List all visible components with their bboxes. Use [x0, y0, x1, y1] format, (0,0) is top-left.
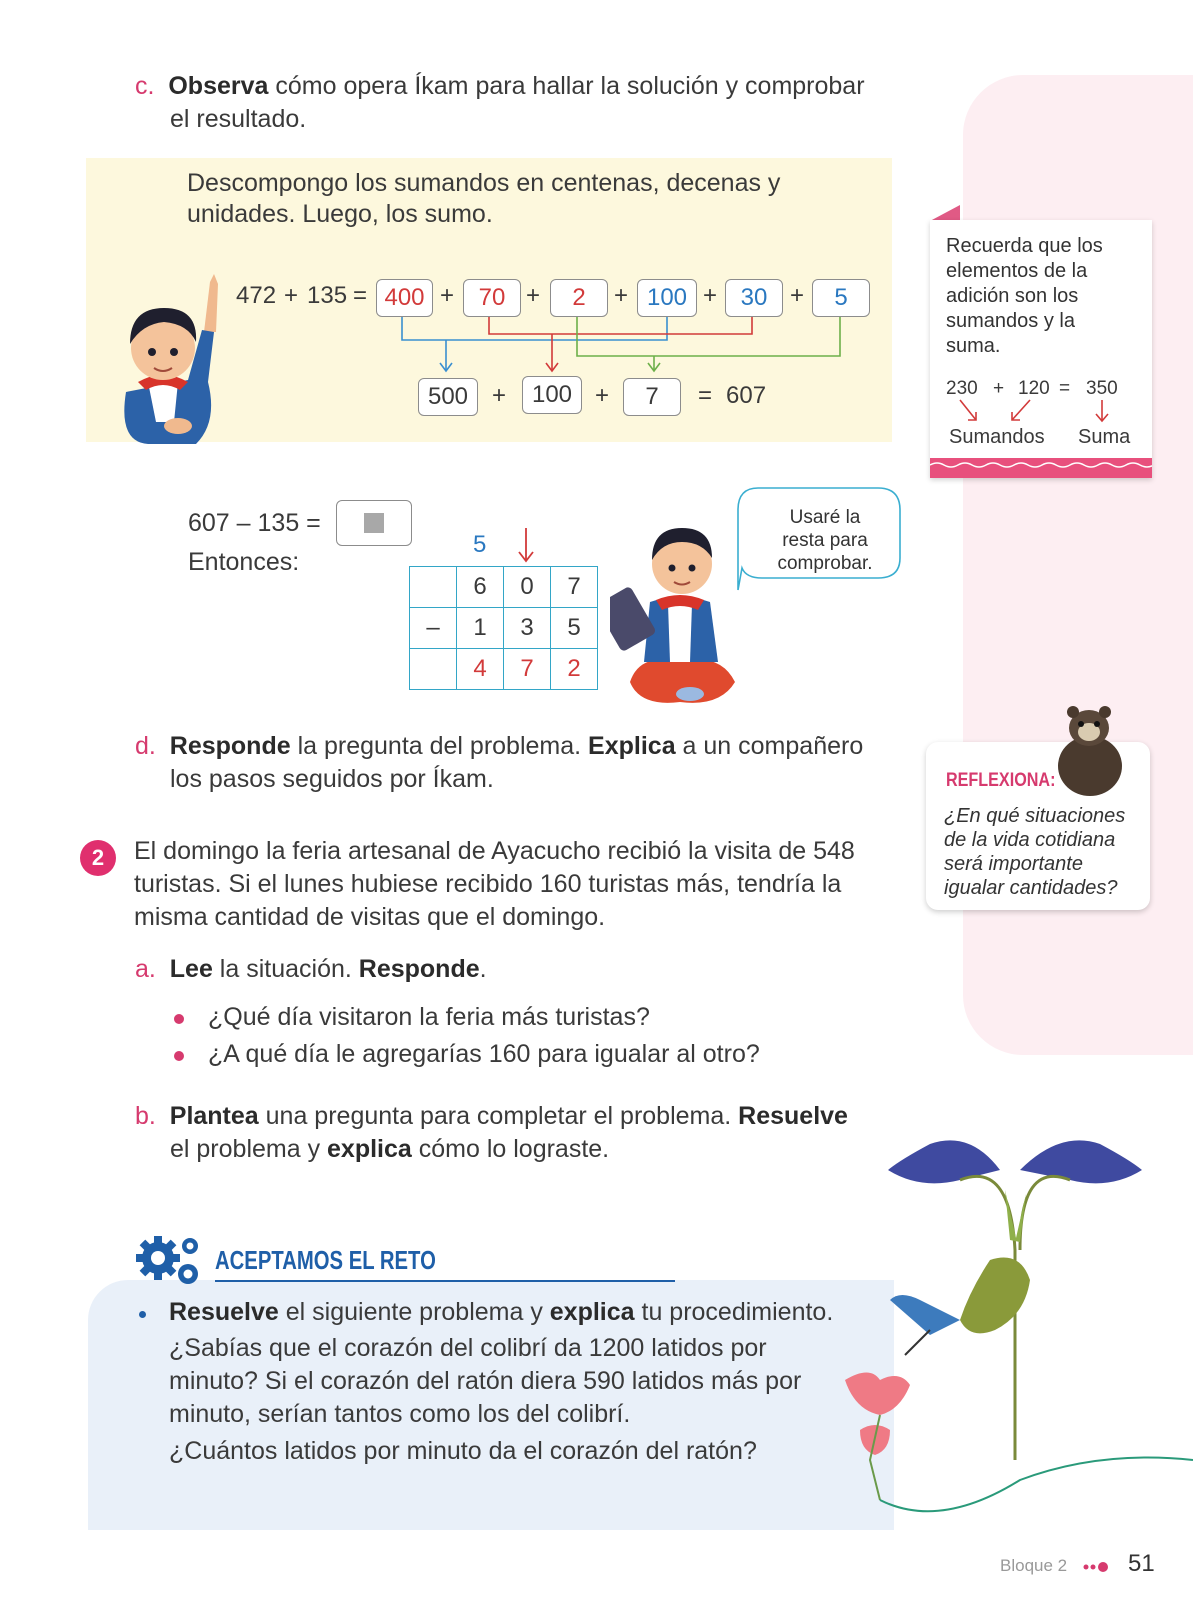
grid-row-minuend [410, 567, 598, 608]
borrow-digit: 5 [473, 531, 487, 558]
boy-pointing-illustration [108, 272, 228, 444]
result-box-100: 100 [522, 376, 582, 414]
challenge-heading-rule [215, 1280, 675, 1282]
problem2-b-text2: el problema y [170, 1135, 328, 1163]
challenge-bold2: explica [549, 1298, 635, 1326]
equals-sign: = [353, 282, 368, 309]
grid-cell: 0 [504, 567, 551, 608]
section-d-bold2: Explica [588, 732, 676, 760]
problem2-b-bold1: Plantea [169, 1102, 259, 1130]
speech-bubble-text [760, 506, 890, 575]
speech-line: comprobar. [777, 553, 873, 574]
label-sumandos: Sumandos [949, 426, 1045, 448]
answer-box [336, 500, 412, 546]
addend-b: 135 [307, 282, 348, 309]
borrow-arrow [514, 526, 538, 564]
plus-sign: + [703, 282, 718, 309]
grid-cell: – [410, 608, 457, 649]
problem2-a-bold1: Lee [169, 955, 213, 983]
problem2-line: turistas. Si el lunes hubiese recibido 160 turistas más, tendría la [134, 870, 842, 898]
plus-sign: + [284, 282, 299, 309]
bullet-dot [174, 1014, 184, 1024]
problem2-a-text1: la situación. [212, 955, 359, 983]
problem2-b-text3: cómo lo lograste. [411, 1135, 610, 1163]
section-c-text: cómo opera Íkam para hallar la solución y comprobar [268, 72, 865, 100]
part-box-30: 30 [725, 279, 783, 317]
problem2-line: misma cantidad de visitas que el domingo. [134, 903, 606, 931]
subtraction-grid [409, 566, 598, 690]
part-box-70: 70 [463, 279, 521, 317]
recuerda-line: Recuerda que los [946, 235, 1103, 257]
grid-cell: 4 [457, 649, 504, 690]
problem2-line: El domingo la feria artesanal de Ayacucho recibió la visita de 548 [134, 837, 855, 865]
card-corner-accent [930, 205, 960, 221]
equals-sign: = [698, 382, 713, 409]
challenge-line: ¿Cuántos latidos por minuto da el corazón del ratón? [169, 1437, 757, 1465]
problem2-b-bold2: Resuelve [738, 1102, 848, 1130]
addend-a: 472 [236, 282, 277, 309]
answer-placeholder-square [364, 513, 384, 533]
challenge-bold1: Resuelve [169, 1298, 279, 1326]
grid-cell [410, 649, 457, 690]
example-plus: + [993, 378, 1005, 399]
challenge-instruction [169, 1296, 889, 1329]
challenge-heading: ACEPTAMOS EL RETO [215, 1245, 436, 1275]
part-box-2: 2 [550, 279, 608, 317]
grid-row-difference [410, 649, 598, 690]
problem2-b-line2 [170, 1133, 609, 1166]
card-wavy-footer [930, 458, 1152, 478]
problem2-b-letter: b. [135, 1102, 156, 1130]
reflexiona-question [944, 804, 1125, 900]
footer-dots-icon [1082, 1560, 1112, 1574]
problem2-statement [134, 835, 934, 934]
example-arrows [930, 396, 1152, 426]
grid-cell: 5 [551, 608, 598, 649]
recuerda-line: elementos de la [946, 260, 1088, 282]
challenge-line: minuto? Si el corazón del ratón diera 590 latidos más por [169, 1367, 802, 1395]
speech-line: Usaré la [789, 507, 861, 528]
problem2-a-bold2: Responde [358, 955, 480, 983]
problem2-a-text2: . [479, 955, 487, 983]
section-d-text2: a un compañero [675, 732, 864, 760]
entonces-label: Entonces: [188, 548, 300, 576]
section-d-bold1: Responde [169, 732, 291, 760]
plus-sign: + [526, 282, 541, 309]
example-equals: = [1059, 378, 1071, 399]
reflexiona-line: de la vida cotidiana [944, 829, 1116, 851]
section-d [135, 730, 935, 763]
hummingbird-flower-illustration [820, 1130, 1193, 1530]
section-d-letter: d. [135, 732, 156, 760]
grid-cell: 7 [504, 649, 551, 690]
problem2-b-bold3: explica [327, 1135, 412, 1163]
recuerda-line: adición son los [946, 285, 1079, 307]
section-d-line2: los pasos seguidos por Íkam. [170, 765, 494, 793]
challenge-problem [169, 1332, 869, 1468]
challenge-line: ¿Sabías que el corazón del colibrí da 1200 latidos por [169, 1334, 767, 1362]
grid-cell: 1 [457, 608, 504, 649]
part-box-5: 5 [812, 279, 870, 317]
bullet-question-2: ¿A qué día le agregarías 160 para igualar al otro? [208, 1040, 760, 1068]
problem2-b [135, 1100, 935, 1133]
bullet-question-1: ¿Qué día visitaron la feria más turistas? [208, 1003, 650, 1031]
page-number: 51 [1128, 1550, 1155, 1577]
plus-sign: + [492, 382, 507, 409]
reflexiona-line: igualar cantidades? [944, 877, 1118, 899]
yellow-line2: unidades. Luego, los sumo. [187, 200, 493, 228]
reflexiona-line: ¿En qué situaciones [944, 805, 1126, 827]
bullet-dot [174, 1051, 184, 1061]
recuerda-line: suma. [946, 335, 1001, 357]
example-addend-a: 230 [946, 378, 978, 399]
grid-cell: 7 [551, 567, 598, 608]
grid-cell: 2 [551, 649, 598, 690]
recuerda-line: sumandos y la [946, 310, 1075, 332]
problem2-a [135, 953, 487, 986]
section-c-letter: c. [135, 72, 155, 100]
reflexiona-line: será importante [944, 853, 1083, 875]
plus-sign: + [440, 282, 455, 309]
challenge-text2: tu procedimiento. [634, 1298, 834, 1326]
example-sum: 350 [1086, 378, 1118, 399]
problem-number-badge: 2 [80, 840, 116, 876]
gears-icon [134, 1232, 214, 1292]
problem2-b-text1: una pregunta para completar el problema. [258, 1102, 739, 1130]
section-d-text1: la pregunta del problema. [290, 732, 589, 760]
boy-with-tablet-illustration [610, 512, 750, 712]
yellow-line1: Descompongo los sumandos en centenas, decenas y [187, 169, 781, 197]
example-addend-b: 120 [1018, 378, 1050, 399]
result-box-7: 7 [623, 378, 681, 416]
plus-sign: + [614, 282, 629, 309]
subtraction-expression: 607 – 135 = [188, 509, 321, 537]
grid-cell [410, 567, 457, 608]
bullet-dot [139, 1311, 146, 1318]
recuerda-text [946, 234, 1103, 359]
plus-sign: + [790, 282, 805, 309]
reflexiona-title: REFLEXIONA: [946, 770, 1056, 791]
problem2-a-letter: a. [135, 955, 156, 983]
section-c-line2: el resultado. [170, 105, 307, 133]
recuerda-card [930, 220, 1152, 478]
challenge-text1: el siguiente problema y [278, 1298, 550, 1326]
grid-cell: 3 [504, 608, 551, 649]
sum-total: 607 [726, 382, 767, 409]
speech-line: resta para [782, 530, 868, 551]
grid-row-subtrahend [410, 608, 598, 649]
section-c-bold: Observa [168, 72, 269, 100]
label-suma: Suma [1078, 426, 1131, 448]
grid-cell: 6 [457, 567, 504, 608]
footer-block-label: Bloque 2 [1000, 1556, 1068, 1575]
challenge-line: minuto, serían tantos como los del colibrí. [169, 1400, 631, 1428]
plus-sign: + [595, 382, 610, 409]
part-box-100: 100 [637, 279, 697, 317]
result-box-500: 500 [418, 378, 478, 416]
part-box-400: 400 [376, 279, 433, 317]
bear-illustration [1045, 700, 1135, 800]
